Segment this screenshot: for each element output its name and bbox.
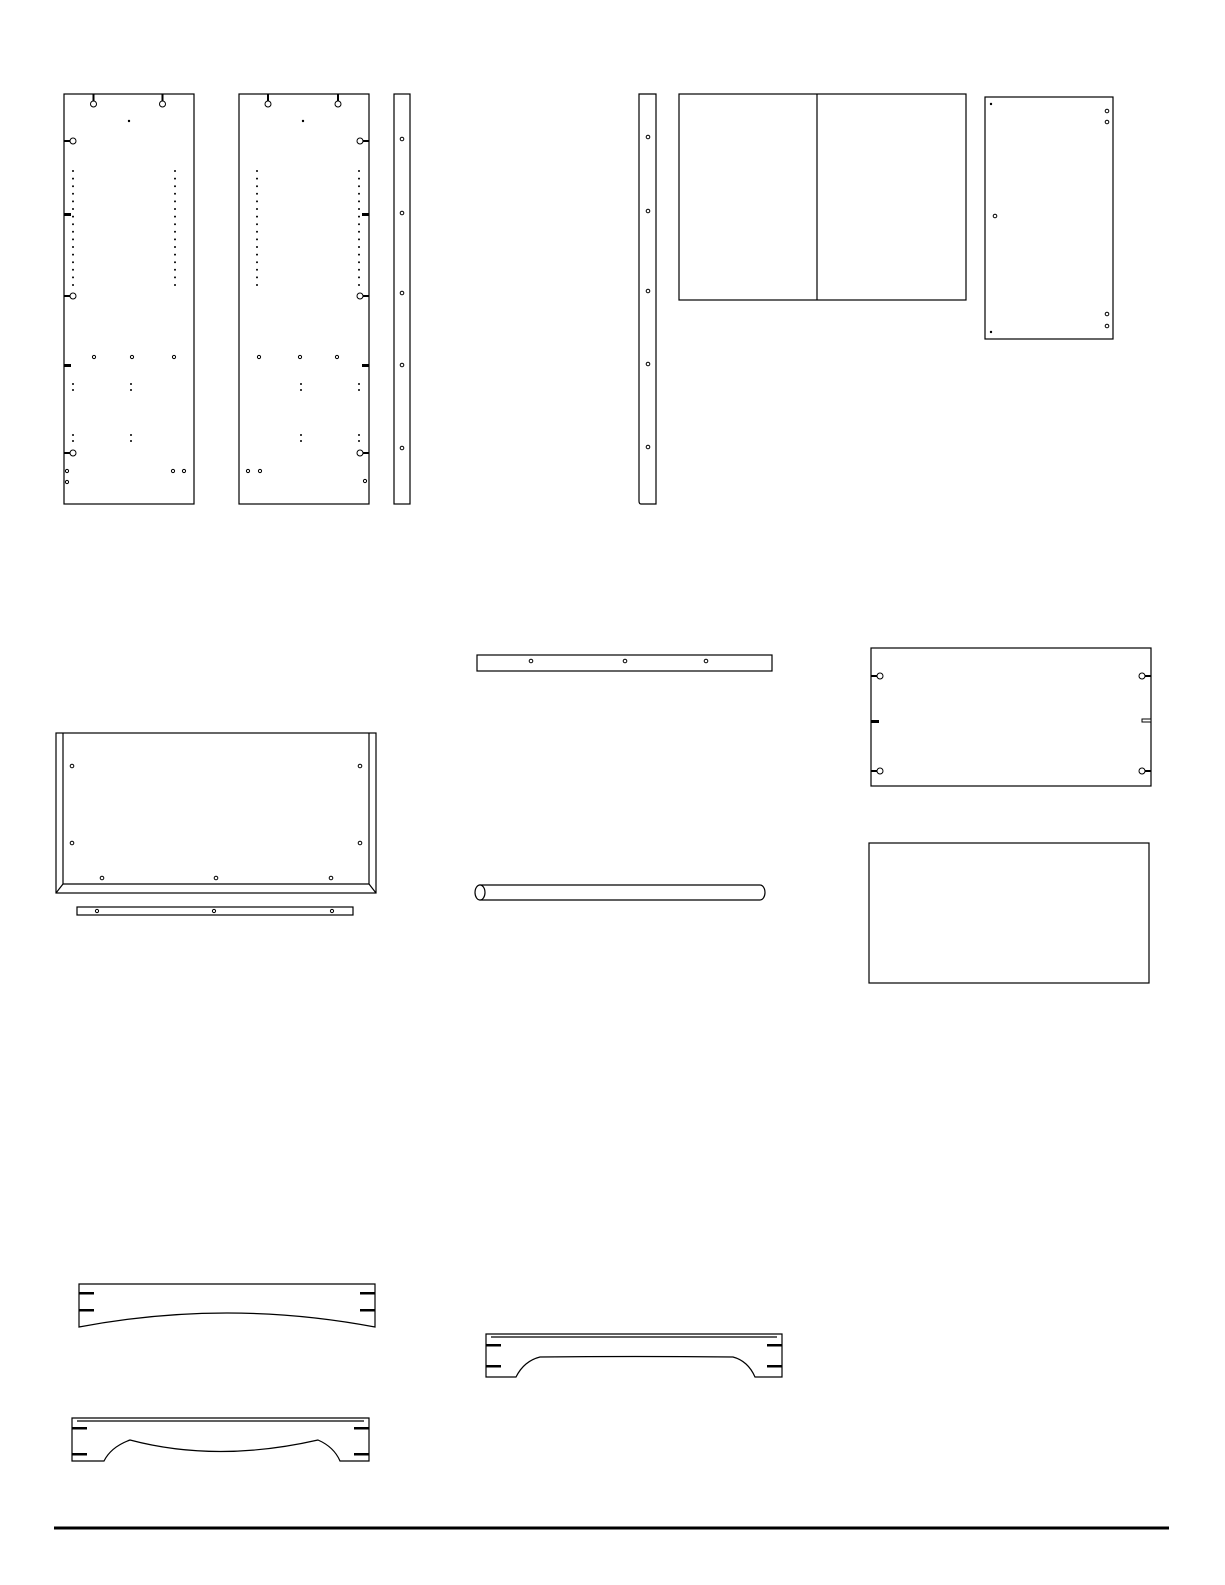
shelf-pin-hole [358, 223, 360, 225]
shelf-pin-hole [174, 216, 176, 218]
scalloped-apron [486, 1334, 782, 1377]
back-panel [679, 94, 966, 300]
shelf-pin-hole [256, 208, 258, 210]
door-panel [985, 97, 1113, 339]
thin-strip [77, 907, 353, 915]
shelf-pin-hole [72, 170, 74, 172]
shelf-pin-hole [174, 185, 176, 187]
shelf-pin-hole [174, 231, 176, 233]
narrow-rail [394, 94, 410, 504]
shelf-pin-hole [358, 185, 360, 187]
narrow-rail [639, 94, 656, 504]
shelf-pin-hole [256, 254, 258, 256]
shelf-pin-hole [256, 261, 258, 263]
shelf-pin-hole [72, 254, 74, 256]
shelf-pin-hole [72, 246, 74, 248]
shelf-pin-hole [72, 276, 74, 278]
shelf-pin-hole [72, 223, 74, 225]
shelf-pin-hole [174, 284, 176, 286]
shelf-pin-hole [174, 269, 176, 271]
shelf-pin-hole [174, 200, 176, 202]
left-side-panel [64, 94, 194, 504]
shelf-pin-hole [174, 254, 176, 256]
arched-apron [79, 1284, 375, 1327]
plain-shelf [869, 843, 1149, 983]
shelf-pin-hole [174, 238, 176, 240]
shelf-pin-hole [256, 193, 258, 195]
shelf-pin-hole [174, 208, 176, 210]
shelf-pin-hole [358, 170, 360, 172]
top-strip [477, 655, 772, 671]
shelf-pin-hole [174, 170, 176, 172]
shelf-with-cams [871, 648, 1151, 786]
shelf-pin-hole [72, 193, 74, 195]
hanging-rod [475, 885, 765, 900]
shelf-pin-hole [358, 178, 360, 180]
shelf-pin-hole [72, 208, 74, 210]
shelf-pin-hole [72, 269, 74, 271]
shelf-pin-hole [358, 238, 360, 240]
shelf-pin-hole [358, 231, 360, 233]
shelf-pin-hole [174, 178, 176, 180]
shelf-pin-hole [256, 231, 258, 233]
shelf-pin-hole [256, 170, 258, 172]
shelf-pin-hole [72, 231, 74, 233]
shelf-pin-hole [256, 216, 258, 218]
right-side-panel [239, 94, 369, 504]
shelf-pin-hole [256, 276, 258, 278]
shelf-pin-hole [174, 261, 176, 263]
shelf-pin-hole [72, 238, 74, 240]
shelf-pin-hole [72, 216, 74, 218]
shelf-pin-hole [174, 276, 176, 278]
shelf-pin-hole [72, 185, 74, 187]
shelf-pin-hole [174, 223, 176, 225]
shelf-pin-hole [358, 254, 360, 256]
shelf-pin-hole [358, 200, 360, 202]
scalloped-apron [72, 1418, 369, 1461]
shelf-pin-hole [358, 276, 360, 278]
shelf-pin-hole [358, 246, 360, 248]
shelf-pin-hole [72, 200, 74, 202]
shelf-pin-hole [72, 261, 74, 263]
shelf-pin-hole [256, 185, 258, 187]
shelf-pin-hole [256, 223, 258, 225]
shelf-pin-hole [256, 238, 258, 240]
shelf-pin-hole [358, 193, 360, 195]
shelf-pin-hole [256, 246, 258, 248]
shelf-pin-hole [72, 284, 74, 286]
shelf-pin-hole [256, 284, 258, 286]
shelf-pin-hole [256, 178, 258, 180]
top-panel [56, 733, 376, 893]
shelf-pin-hole [256, 269, 258, 271]
shelf-pin-hole [256, 200, 258, 202]
shelf-pin-hole [72, 178, 74, 180]
shelf-pin-hole [358, 261, 360, 263]
shelf-pin-hole [358, 208, 360, 210]
shelf-pin-hole [358, 269, 360, 271]
shelf-pin-hole [358, 284, 360, 286]
shelf-pin-hole [174, 193, 176, 195]
shelf-pin-hole [358, 216, 360, 218]
shelf-pin-hole [174, 246, 176, 248]
